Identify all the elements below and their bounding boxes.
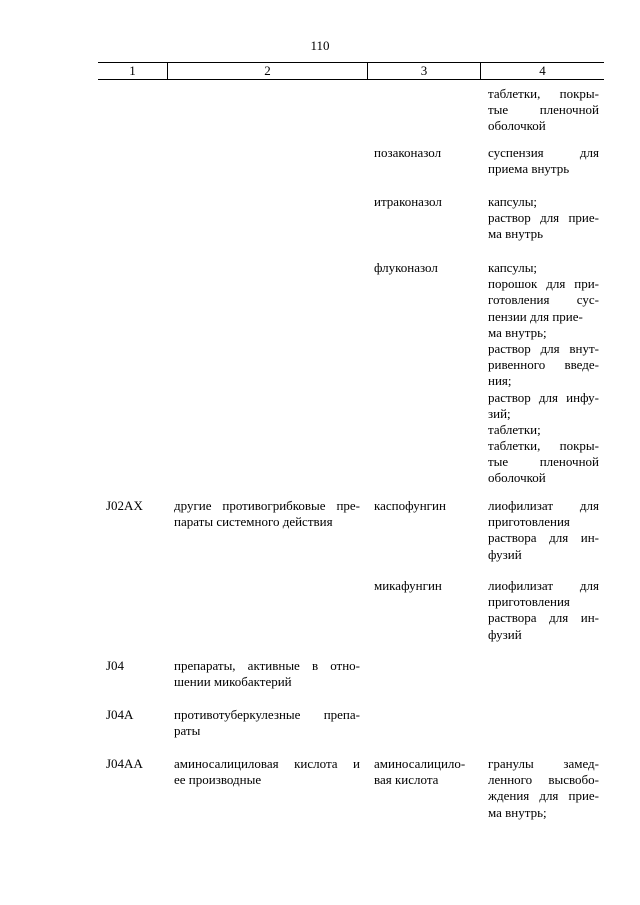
cell-line: ждения для прие- <box>488 788 599 804</box>
cell-group <box>174 707 360 739</box>
cell-line: тые пленочной <box>488 102 599 118</box>
cell-line: раствора для ин- <box>488 610 599 626</box>
column-header-2: 2 <box>167 63 367 79</box>
cell-line: таблетки, покры- <box>488 86 599 101</box>
cell-line: флуконазол <box>374 260 438 275</box>
cell-group <box>174 756 360 788</box>
cell-line: ма внутрь <box>488 226 544 242</box>
cell-line: другие противогрибковые пре- <box>174 498 360 513</box>
cell-line: раствор для внут- <box>488 340 599 356</box>
cell-line: зий; <box>488 405 511 421</box>
cell-line: таблетки, покры- <box>488 438 599 454</box>
cell-code <box>106 756 166 772</box>
cell-line: ее производные <box>174 772 262 788</box>
cell-line: противотуберкулезные препа- <box>174 707 360 722</box>
cell-forms <box>488 498 599 563</box>
cell-substance <box>374 145 478 161</box>
cell-forms <box>488 578 599 643</box>
column-header-4: 4 <box>480 63 604 79</box>
cell-line: J04AA <box>106 756 143 771</box>
cell-line: шении микобактерий <box>174 674 292 690</box>
cell-line: приготовления <box>488 594 570 610</box>
cell-line: раствора для ин- <box>488 530 599 546</box>
cell-line: препараты, активные в отно- <box>174 658 360 673</box>
cell-line: ма внутрь; <box>488 324 547 340</box>
cell-line: аминосалициловая кислота и <box>174 756 360 771</box>
cell-line: лиофилизат для <box>488 578 599 593</box>
cell-line: приема внутрь <box>488 161 570 177</box>
cell-line: J04A <box>106 707 134 722</box>
cell-line: J02AX <box>106 498 143 513</box>
cell-substance <box>374 498 478 514</box>
cell-line: каспофунгин <box>374 498 446 513</box>
cell-line: таблетки; <box>488 421 541 437</box>
cell-forms <box>488 145 599 177</box>
cell-line: ривенного введе- <box>488 357 599 373</box>
cell-code <box>106 498 166 514</box>
cell-substance <box>374 578 478 594</box>
page-number: 110 <box>310 38 330 53</box>
cell-line: аминосалицило- <box>374 756 466 771</box>
table-column-header <box>98 62 604 80</box>
cell-line: раствор для инфу- <box>488 389 599 405</box>
cell-forms <box>488 756 599 821</box>
cell-line: суспензия для <box>488 145 599 160</box>
cell-line: итраконазол <box>374 194 442 209</box>
cell-forms <box>488 194 599 243</box>
cell-line: ленного высвобо- <box>488 772 599 788</box>
cell-forms <box>488 260 599 487</box>
cell-code <box>106 707 166 723</box>
cell-line: J04 <box>106 658 125 673</box>
cell-line: гранулы замед- <box>488 756 599 771</box>
cell-line: ния; <box>488 373 512 389</box>
cell-group <box>174 498 360 530</box>
cell-line: капсулы; <box>488 260 538 275</box>
cell-group <box>174 658 360 690</box>
cell-substance <box>374 194 478 210</box>
cell-line: раствор для прие- <box>488 210 599 226</box>
cell-line: вая кислота <box>374 772 439 788</box>
cell-line: оболочкой <box>488 470 546 486</box>
cell-line: параты системного действия <box>174 514 333 530</box>
cell-line: оболочкой <box>488 118 546 134</box>
column-header-1: 1 <box>129 63 136 78</box>
cell-line: приготовления <box>488 514 570 530</box>
cell-line: фузий <box>488 626 522 642</box>
column-header-3: 3 <box>367 63 480 79</box>
cell-line: капсулы; <box>488 194 538 209</box>
cell-code <box>106 658 166 674</box>
cell-line: микафунгин <box>374 578 442 593</box>
cell-line: лиофилизат для <box>488 498 599 513</box>
cell-substance <box>374 756 478 788</box>
cell-line: тые пленочной <box>488 454 599 470</box>
cell-line: раты <box>174 723 201 739</box>
cell-forms <box>488 86 599 135</box>
cell-line: позаконазол <box>374 145 442 160</box>
cell-line: пензии для прие- <box>488 308 583 324</box>
cell-line: порошок для при- <box>488 276 599 292</box>
cell-line: готовления сус- <box>488 292 599 308</box>
cell-line: фузий <box>488 546 522 562</box>
cell-line: ма внутрь; <box>488 804 547 820</box>
cell-substance <box>374 260 478 276</box>
